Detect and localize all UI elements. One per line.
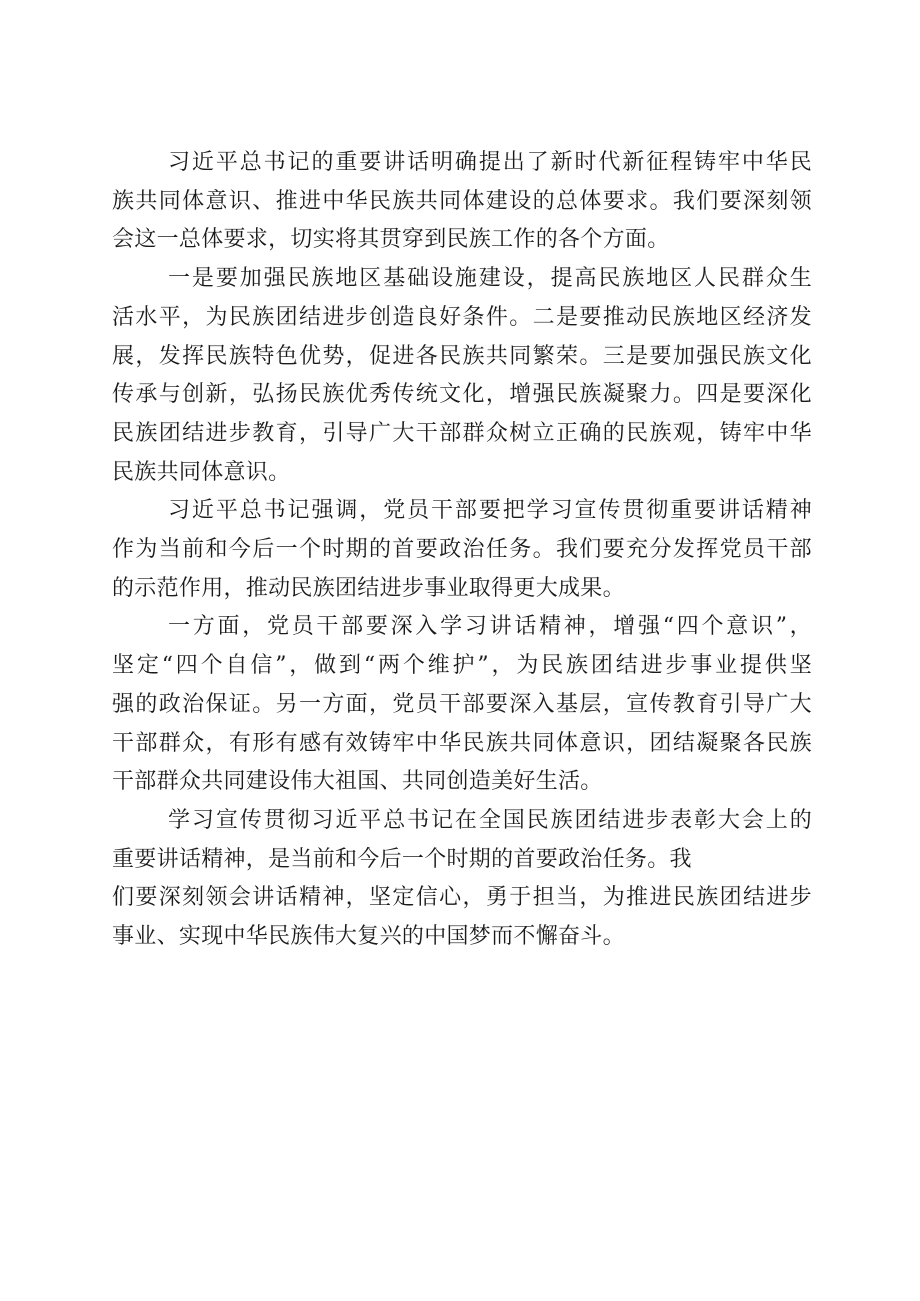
paragraph-line: 习近平总书记的重要讲话明确提出了新时代新征程铸牢中华民 [168,150,812,175]
paragraph-line: 重要讲话精神，是当前和今后一个时期的首要政治任务。我 [112,846,692,872]
paragraph-3 [112,492,812,608]
paragraph-4 [112,608,812,802]
paragraph-line: 民族团结进步教育，引导广大干部群众树立正确的民族观，铸牢中华 [112,420,812,446]
paragraph-line: 坚定“四个自信”，做到“两个维护”，为民族团结进步事业提供坚 [112,653,812,679]
paragraph-1 [112,144,812,260]
paragraph-line: 学习宣传贯彻习近平总书记在全国民族团结进步表彰大会上的 [168,807,812,833]
paragraph-line: 干部群众，有形有感有效铸牢中华民族共同体意识，团结凝聚各民族 [112,730,812,756]
paragraph-line: 传承与创新，弘扬民族优秀传统文化，增强民族凝聚力。四是要深化 [112,382,812,408]
paragraph-line: 展，发挥民族特色优势，促进各民族共同繁荣。三是要加强民族文化 [112,343,812,369]
paragraph-line: 习近平总书记强调，党员干部要把学习宣传贯彻重要讲话精神 [168,498,812,524]
document-body [112,144,812,957]
paragraph-line: 活水平，为民族团结进步创造良好条件。二是要推动民族地区经济发 [112,304,812,330]
paragraph-line: 作为当前和今后一个时期的首要政治任务。我们要充分发挥党员干部 [112,537,812,563]
paragraph-5 [112,802,812,957]
paragraph-line: 族共同体意识、推进中华民族共同体建设的总体要求。我们要深刻领 [112,188,812,214]
paragraph-line: 一是要加强民族地区基础设施建设，提高民族地区人民群众生 [168,266,812,292]
paragraph-line: 们要深刻领会讲话精神，坚定信心，勇于担当，为推进民族团结进步 [112,885,812,911]
paragraph-line: 一方面，党员干部要深入学习讲话精神，增强“四个意识”， [168,614,812,640]
paragraph-line: 的示范作用，推动民族团结进步事业取得更大成果。 [112,575,625,601]
paragraph-line: 事业、实现中华民族伟大复兴的中国梦而不懈奋斗。 [112,924,625,950]
paragraph-2 [112,260,812,492]
paragraph-line: 强的政治保证。另一方面，党员干部要深入基层，宣传教育引导广大 [112,691,812,717]
paragraph-line: 会这一总体要求，切实将其贯穿到民族工作的各个方面。 [112,227,670,253]
paragraph-line: 民族共同体意识。 [112,459,291,485]
paragraph-line: 干部群众共同建设伟大祖国、共同创造美好生活。 [112,769,603,795]
